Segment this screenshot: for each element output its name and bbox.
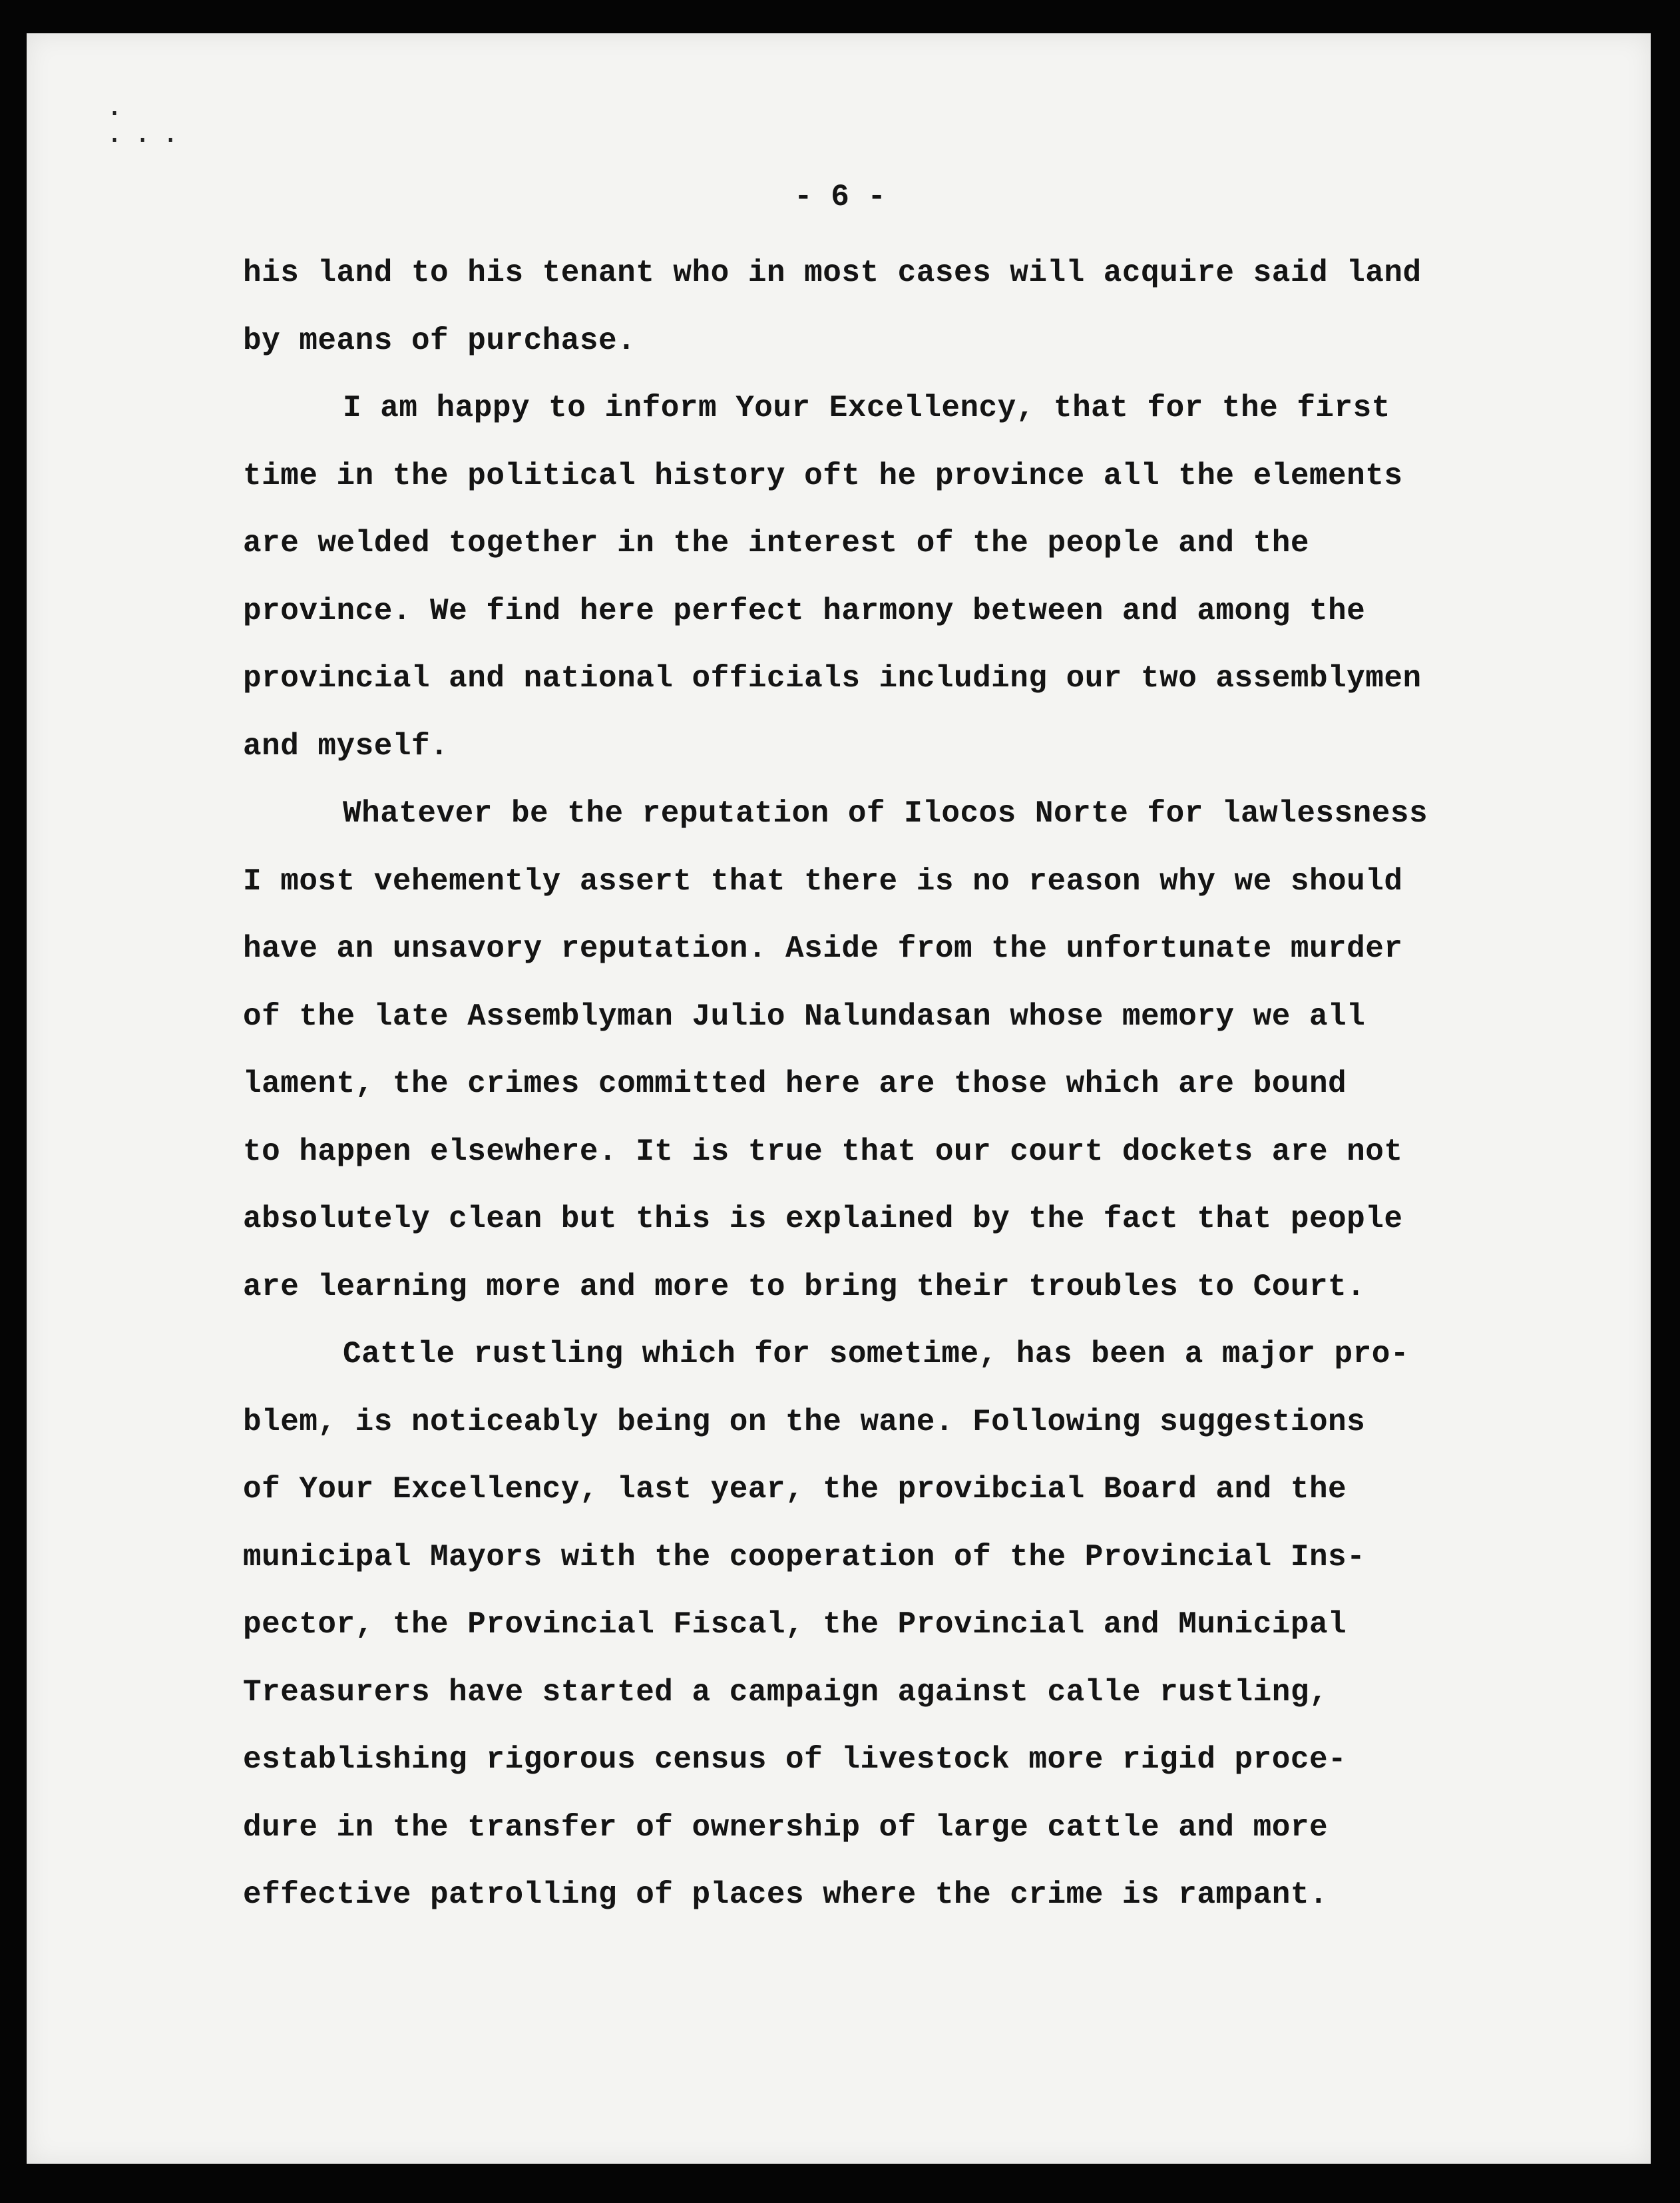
text-line: Cattle rustling which for sometime, has been a major pro- <box>343 1337 1409 1371</box>
text-line: his land to his tenant who in most cases will acquire said land <box>243 256 1422 290</box>
text-line: I most vehemently assert that there is no reason why we should <box>243 863 1403 899</box>
text-line: dure in the transfer of ownership of large cattle and more <box>243 1810 1329 1845</box>
text-line: blem, is noticeably being on the wane. Following suggestions <box>243 1404 1366 1439</box>
text-line: of Your Excellency, last year, the provibcial Board and the <box>243 1472 1347 1507</box>
text-line: by means of purchase. <box>243 323 636 358</box>
text-line: absolutely clean but this is explained by the fact that people <box>243 1202 1403 1236</box>
text-line: establishing rigorous census of livestock more rigid proce- <box>243 1742 1347 1777</box>
text-line: provincial and national officials including our two assemblymen <box>243 661 1422 696</box>
body-text <box>243 240 1534 1929</box>
text-line: Whatever be the reputation of Ilocos Norte for lawlessness <box>343 796 1428 831</box>
text-line: are learning more and more to bring their troubles to Court. <box>243 1269 1366 1304</box>
text-line: time in the political history oft he province all the elements <box>243 458 1403 493</box>
text-line: are welded together in the interest of the people and the <box>243 526 1309 561</box>
text-line: province. We find here perfect harmony between and among the <box>243 593 1366 628</box>
text-line: and myself. <box>243 728 449 764</box>
text-line: lament, the crimes committed here are those which are bound <box>243 1067 1347 1101</box>
text-line: of the late Assemblyman Julio Nalundasan whose memory we all <box>243 999 1366 1034</box>
text-line: I am happy to inform Your Excellency, that for the first <box>343 391 1390 425</box>
text-line: pector, the Provincial Fiscal, the Provincial and Municipal <box>243 1607 1347 1642</box>
text-line: Treasurers have started a campaign against calle rustling, <box>243 1674 1329 1710</box>
text-line: municipal Mayors with the cooperation of the Provincial Ins- <box>243 1539 1366 1575</box>
text-line: have an unsavory reputation. Aside from the unfortunate murder <box>243 931 1403 966</box>
margin-specks: . ... <box>106 91 191 148</box>
page-number: - 6 - <box>793 180 887 214</box>
text-line: to happen elsewhere. It is true that our court dockets are not <box>243 1134 1403 1169</box>
text-line: effective patrolling of places where the crime is rampant. <box>243 1877 1329 1912</box>
